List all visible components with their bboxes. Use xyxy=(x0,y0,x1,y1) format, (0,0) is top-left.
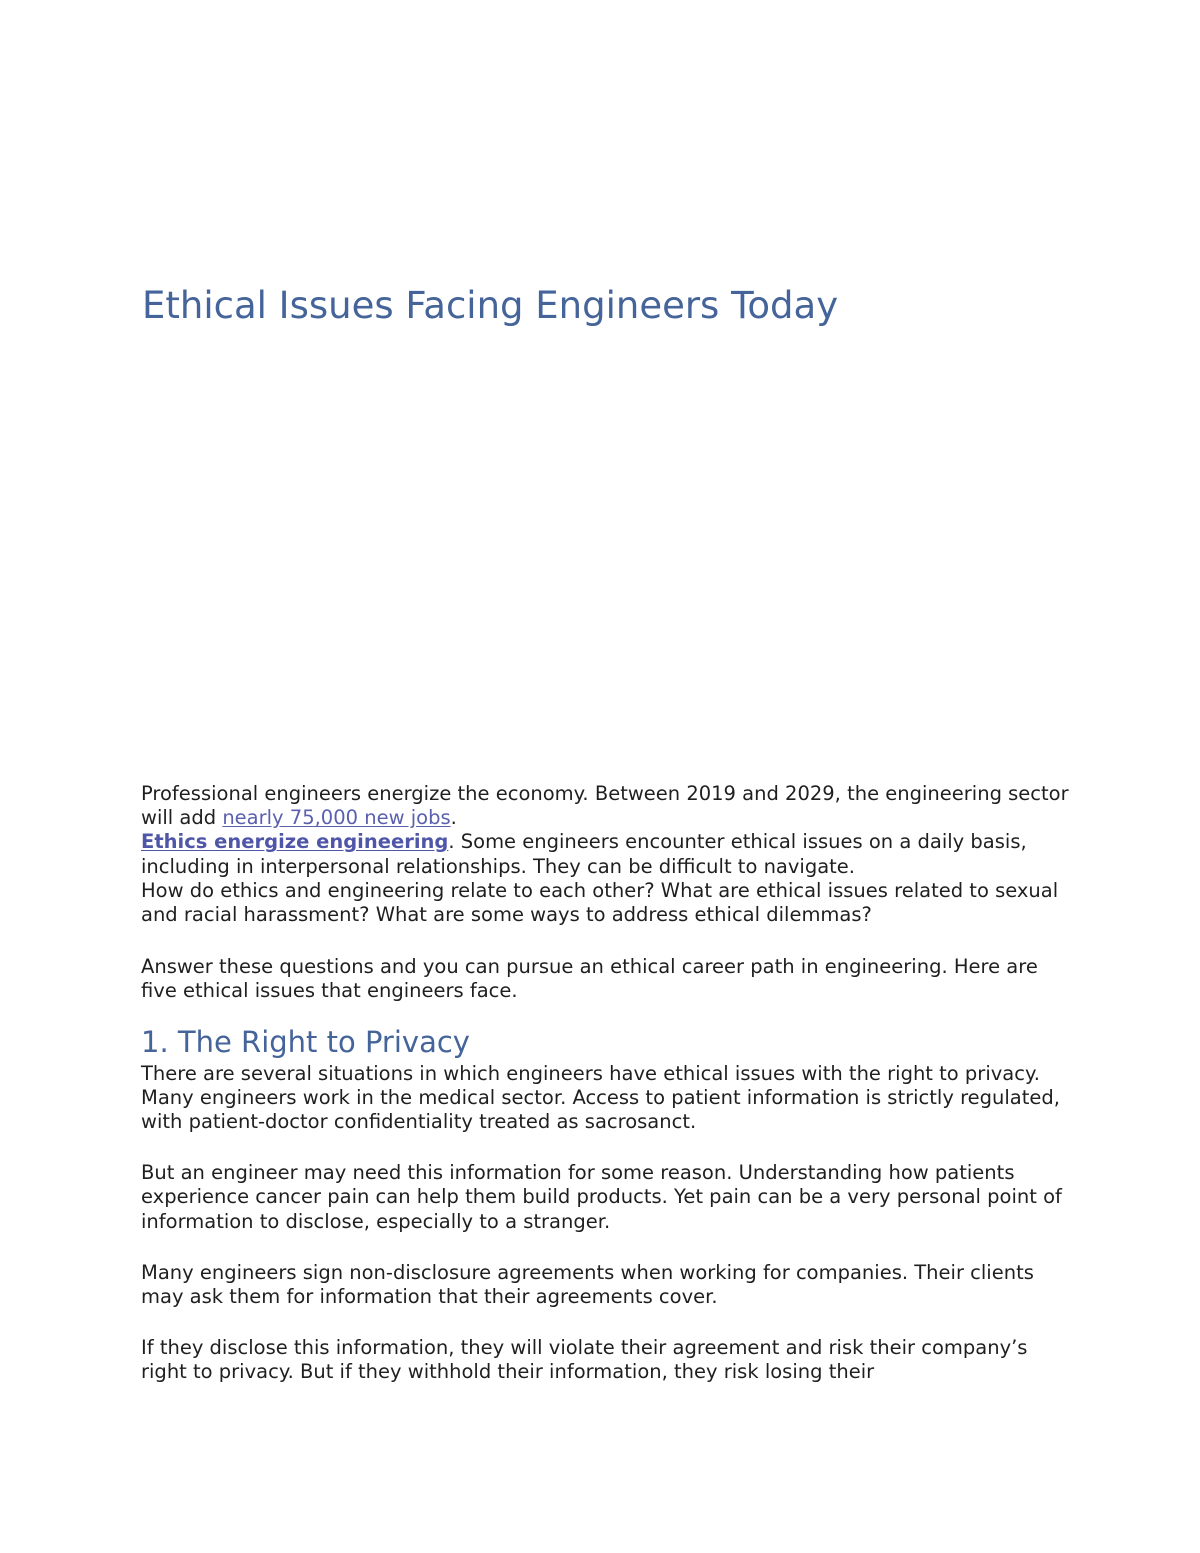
privacy-paragraph-2: But an engineer may need this information for some reason. Understanding how patients experience cancer pain can help them build products. Yet pain can be a very personal point of information to disclose, especially to a stranger. xyxy=(141,1161,1062,1233)
intro-paragraph-4: Answer these questions and you can pursue an ethical career path in engineering. Here are five ethical issues that engineers face. xyxy=(141,955,1038,1003)
paragraph-spacer xyxy=(141,1134,1071,1161)
intro-paragraph-1-text: Professional engineers energize the economy. Between 2019 and 2029, the engineering sector will add xyxy=(141,782,1069,830)
intro-paragraph-3: How do ethics and engineering relate to each other? What are ethical issues related to sexual and racial harassment? What are some ways to address ethical dilemmas? xyxy=(141,878,1059,927)
paragraph-spacer xyxy=(141,1309,1071,1336)
paragraph-spacer xyxy=(141,1234,1071,1261)
intro-paragraph-1-end: . xyxy=(450,806,457,830)
document-title: Ethical Issues Facing Engineers Today xyxy=(142,284,839,327)
privacy-paragraph-1: There are several situations in which engineers have ethical issues with the right to privacy. Many engineers work in the medical sector. Access to patient information is strictly regulated, with patient-doctor confidentiality treated as sacrosanct. xyxy=(141,1061,1060,1134)
intro-paragraph-2 xyxy=(141,830,1071,878)
intro-paragraph-1 xyxy=(141,782,1071,830)
intro-paragraph-2-text: . Some engineers encounter ethical issues on a daily basis, including in interpersonal relationships. They can be difficult to navigate. xyxy=(141,830,1027,878)
new-jobs-link[interactable]: nearly 75,000 new jobs xyxy=(222,806,451,830)
document-body xyxy=(141,782,1071,1385)
heading-spacer xyxy=(141,1004,1071,1023)
privacy-paragraph-3: Many engineers sign non-disclosure agreements when working for companies. Their clients may ask them for information that their agreements cover. xyxy=(141,1260,1034,1309)
section-heading-right-to-privacy: 1. The Right to Privacy xyxy=(141,1024,470,1059)
ethics-energize-engineering-link[interactable]: Ethics energize engineering xyxy=(141,830,449,854)
paragraph-spacer xyxy=(141,927,1071,955)
privacy-paragraph-4: If they disclose this information, they will violate their agreement and risk their company’s right to privacy. But if they withhold their information, they risk losing their xyxy=(141,1336,1028,1384)
